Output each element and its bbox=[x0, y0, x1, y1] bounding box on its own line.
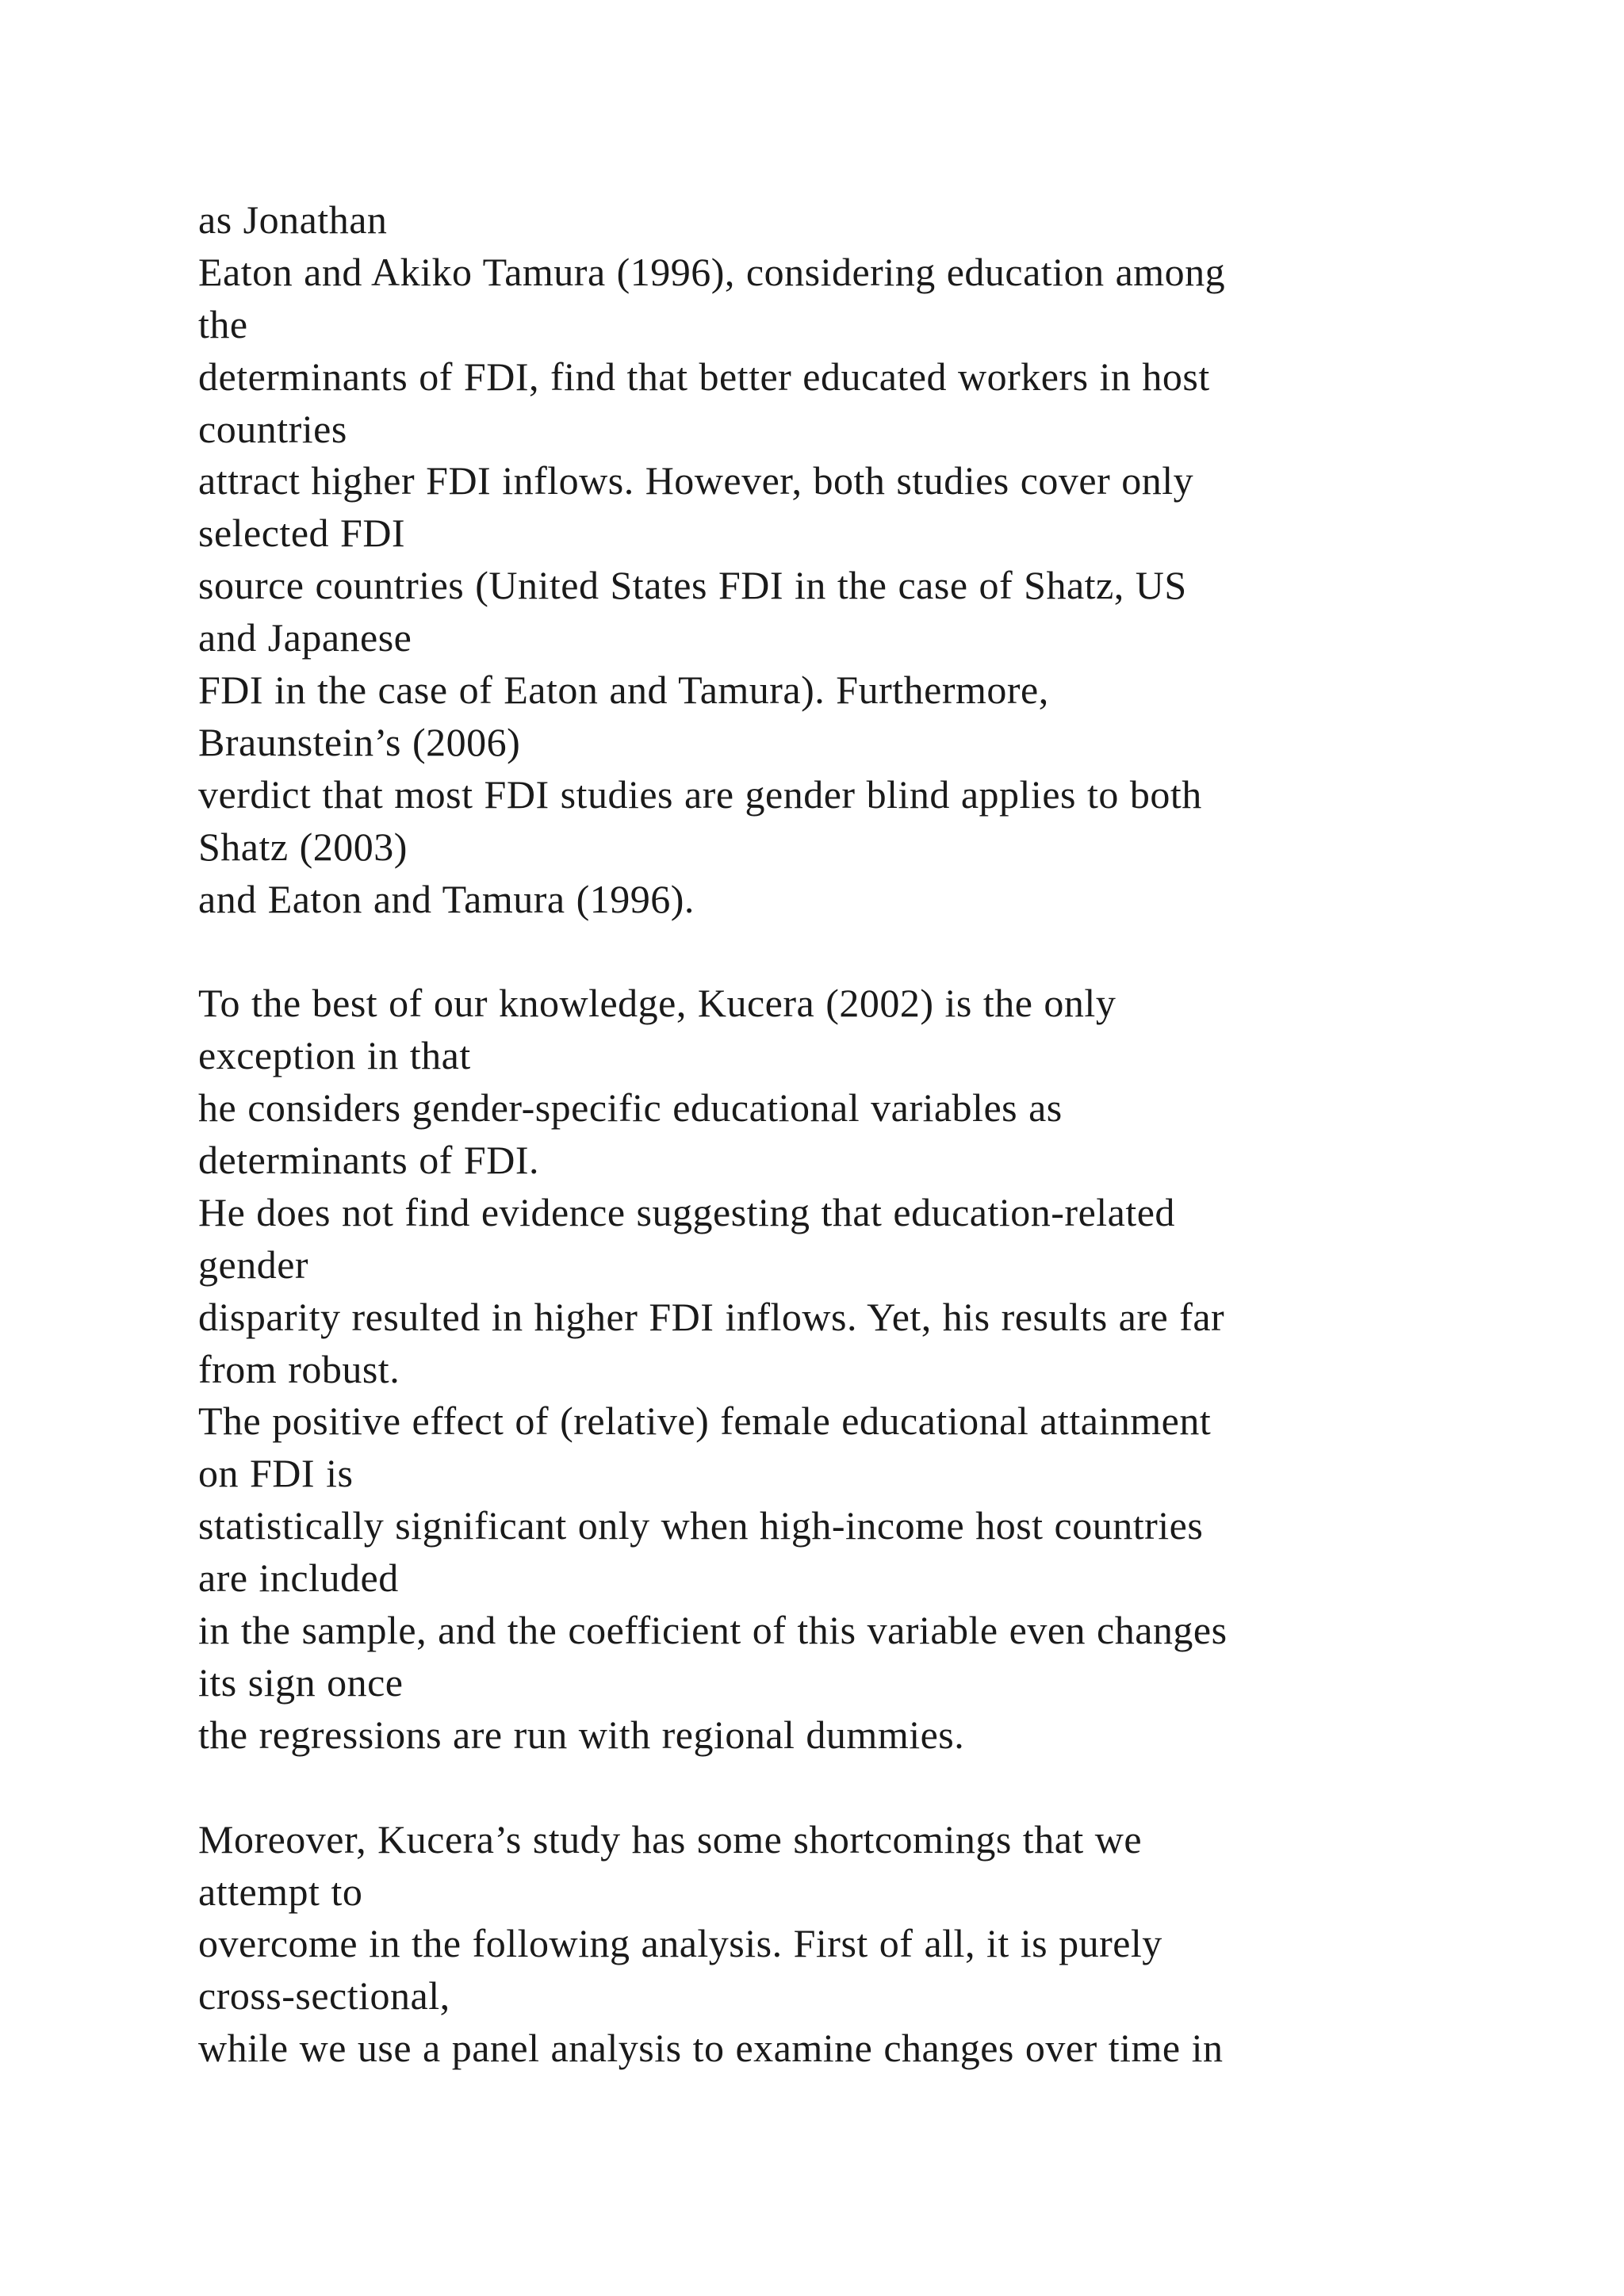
text-line: statistically significant only when high-income host countries bbox=[198, 1503, 1204, 1548]
text-line: from robust. bbox=[198, 1346, 400, 1391]
text-line: verdict that most FDI studies are gender blind applies to both bbox=[198, 771, 1202, 817]
text-line: Eaton and Akiko Tamura (1996), considering education among bbox=[198, 249, 1226, 294]
text-line: determinants of FDI, find that better educated workers in host bbox=[198, 354, 1210, 399]
paragraph-gap bbox=[198, 925, 1594, 978]
text-line: He does not find evidence suggesting that education-related bbox=[198, 1189, 1175, 1234]
text-line: he considers gender-specific educational variables as bbox=[198, 1085, 1063, 1131]
text-line: the bbox=[198, 301, 248, 346]
text-line: on FDI is bbox=[198, 1451, 354, 1496]
text-line: Moreover, Kucera’s study has some shortcomings that we bbox=[198, 1816, 1143, 1862]
text-line: its sign once bbox=[198, 1659, 404, 1705]
paragraph bbox=[198, 194, 1594, 925]
text-line: Shatz (2003) bbox=[198, 824, 408, 869]
text-line: source countries (United States FDI in the case of Shatz, US bbox=[198, 563, 1187, 608]
paragraph bbox=[198, 1814, 1594, 2075]
text-line: attract higher FDI inflows. However, both studies cover only bbox=[198, 458, 1194, 503]
text-line: disparity resulted in higher FDI inflows. Yet, his results are far bbox=[198, 1294, 1225, 1339]
text-line: overcome in the following analysis. First of all, it is purely bbox=[198, 1921, 1162, 1966]
text-line: the regressions are run with regional dummies. bbox=[198, 1712, 965, 1757]
text-line: selected FDI bbox=[198, 511, 406, 556]
text-line: and Japanese bbox=[198, 615, 412, 660]
text-line: The positive effect of (relative) female educational attainment bbox=[198, 1399, 1212, 1444]
paragraph bbox=[198, 978, 1594, 1761]
body-text bbox=[198, 194, 1594, 2075]
text-line: and Eaton and Tamura (1996). bbox=[198, 876, 695, 921]
text-line: determinants of FDI. bbox=[198, 1138, 539, 1183]
text-line: FDI in the case of Eaton and Tamura). Furthermore, bbox=[198, 668, 1049, 713]
text-line: in the sample, and the coefficient of this variable even changes bbox=[198, 1608, 1228, 1653]
text-line: as Jonathan bbox=[198, 197, 388, 242]
text-line: cross-sectional, bbox=[198, 1973, 450, 2019]
paragraph-gap bbox=[198, 1762, 1594, 1814]
text-line: countries bbox=[198, 406, 347, 451]
text-line: exception in that bbox=[198, 1033, 471, 1078]
text-line: are included bbox=[198, 1556, 399, 1601]
text-line: attempt to bbox=[198, 1869, 363, 1914]
text-line: gender bbox=[198, 1242, 309, 1287]
text-line: Braunstein’s (2006) bbox=[198, 719, 521, 764]
text-line: while we use a panel analysis to examine changes over time in bbox=[198, 2026, 1224, 2071]
text-line: To the best of our knowledge, Kucera (2002) is the only bbox=[198, 981, 1116, 1026]
